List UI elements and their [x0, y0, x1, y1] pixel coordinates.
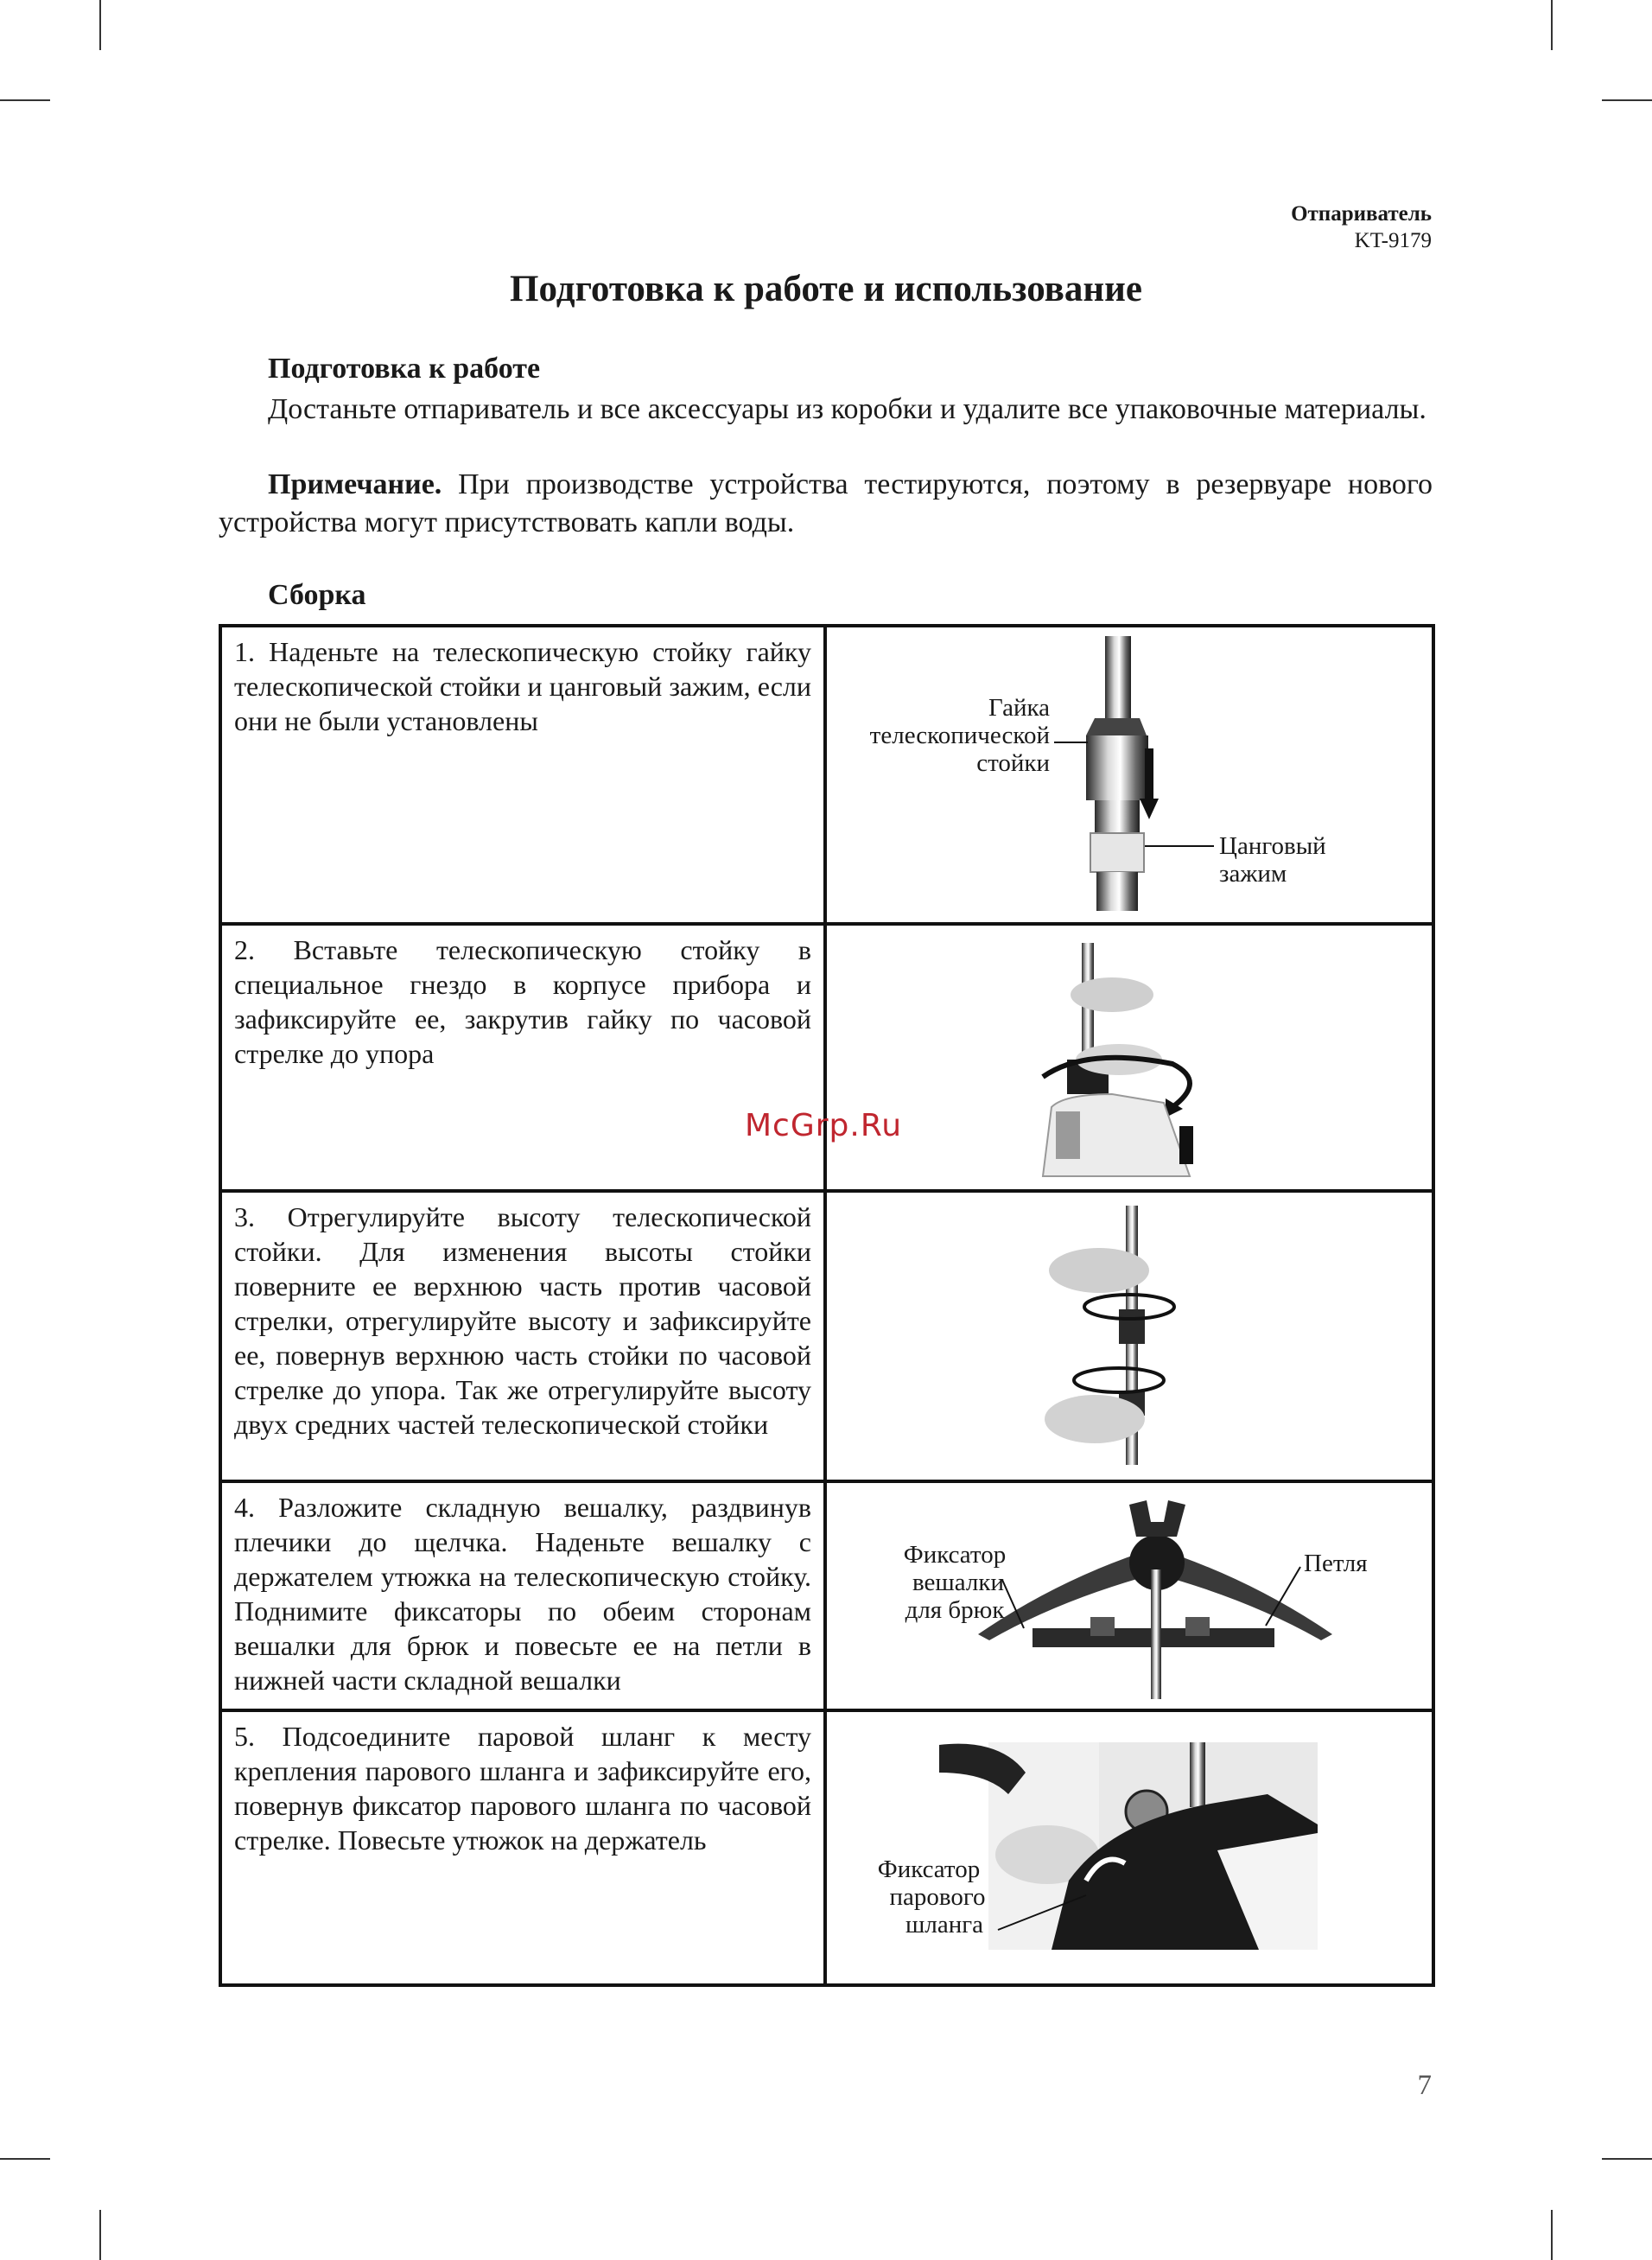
model-number: KT-9179	[1354, 229, 1432, 252]
table-row	[220, 1481, 1433, 1710]
page-number: 7	[1417, 2070, 1432, 2101]
pole	[1190, 1742, 1205, 1807]
label-hose-fixator-line1: Фиксатор	[877, 1856, 981, 1883]
crop-mark	[1602, 2158, 1652, 2160]
note-label: Примечание.	[268, 468, 442, 500]
crop-mark	[0, 2158, 50, 2160]
table-row	[220, 1710, 1433, 1985]
step-1-illustration	[825, 626, 1433, 924]
pole-upper	[1105, 636, 1131, 718]
step-2-illustration	[825, 924, 1433, 1191]
crop-mark	[1602, 99, 1652, 101]
adjust-height-illustration	[827, 1193, 1432, 1476]
trouser-clip	[1185, 1617, 1210, 1636]
collet-clamp	[1090, 833, 1144, 872]
label-fixator-line3: для брюк	[905, 1596, 1005, 1624]
nut-top	[1086, 718, 1147, 735]
running-header	[1291, 201, 1432, 254]
table-row	[220, 626, 1433, 924]
label-nut-line3: стойки	[976, 749, 1050, 777]
telescopic-nut	[1086, 735, 1148, 800]
preparation-text: Достаньте отпариватель и все аксессуары из коробки и удалите все упаковочные материалы.	[268, 393, 1426, 425]
steamer-panel	[1056, 1111, 1080, 1159]
step-5-illustration	[825, 1710, 1433, 1985]
hand-upper	[1071, 977, 1153, 1012]
assembly-steps-table	[219, 624, 1435, 1987]
table-row	[220, 1191, 1433, 1481]
arrow-down-icon	[1140, 799, 1159, 819]
label-fixator-line2: вешалки	[912, 1569, 1004, 1596]
pole-middle	[1095, 800, 1140, 833]
hand-upper	[1049, 1248, 1149, 1293]
label-fixator-line1: Фиксатор	[903, 1541, 1007, 1569]
pole-joint	[1119, 1309, 1145, 1344]
crop-mark	[1551, 2210, 1553, 2260]
crop-mark	[99, 2210, 101, 2260]
hand-lower	[1045, 1395, 1145, 1443]
step-5-text: 5. Подсоедините паровой шланг к месту крепления парового шланга и зафиксируйте его, повернув фиксатор парового шланга по часовой стрелке. Повесьте утюжок на держатель	[220, 1710, 825, 1985]
page-title: Подготовка к работе и использование	[510, 269, 1142, 309]
preparation-note	[219, 466, 1433, 542]
crop-mark	[0, 99, 50, 101]
arrow-down-icon	[1145, 748, 1153, 800]
label-nut-line1: Гайка	[988, 694, 1050, 722]
label-hose-fixator-line2: парового	[889, 1883, 986, 1911]
step-2-text: 2. Вставьте телескопическую стойку в специальное гнездо в корпусе прибора и зафиксируйте ее, закрутив гайку по часовой стрелке до упора	[220, 924, 825, 1191]
insert-pole-illustration	[827, 926, 1432, 1186]
assembly-heading: Сборка	[268, 579, 366, 611]
step-3-illustration	[825, 1191, 1433, 1481]
steam-hose-illustration	[827, 1712, 1432, 1980]
preparation-heading: Подготовка к работе	[268, 353, 541, 385]
step-4-text: 4. Разложите складную вешалку, раздвинув плечики до щелчка. Наденьте вешалку с держателем утюжка на телескопическую стойку. Поднимите фиксаторы по обеим сторонам вешалки для брюк и повесьте ее на петли в нижней части складной вешалки	[220, 1481, 825, 1710]
table-row	[220, 924, 1433, 1191]
watermark: McGrp.Ru	[745, 1108, 903, 1143]
label-collet-line2: зажим	[1219, 860, 1287, 888]
label-nut-line2: телескопической	[869, 722, 1050, 749]
note-text: При производстве устройства тестируются, поэтому в резервуаре нового устройства могут присутствовать капли воды.	[219, 468, 1433, 538]
hanger-illustration	[827, 1483, 1432, 1705]
label-collet-line1: Цанговый	[1219, 832, 1326, 860]
pole-lower	[1096, 872, 1138, 911]
pole	[1151, 1569, 1161, 1699]
step-3-text: 3. Отрегулируйте высоту телескопической стойки. Для изменения высоты стойки поверните ее верхнюю часть против часовой стрелки, отрегулируйте высоту и зафиксируйте ее, повернув верхнюю часть стойки по часовой стрелке до упора. Так же отрегулируйте высоту двух средних частей телескопической стойки	[220, 1191, 825, 1481]
product-name: Отпариватель	[1291, 202, 1432, 226]
label-loop: Петля	[1304, 1550, 1368, 1577]
trouser-clip	[1090, 1617, 1115, 1636]
telescopic-nut-illustration	[827, 627, 1432, 919]
rotation-arrow-icon	[1074, 1368, 1164, 1392]
step-1-text: 1. Наденьте на телескопическую стойку гайку телескопической стойки и цанговый зажим, если они не были установлены	[220, 626, 825, 924]
steamer-base	[1179, 1126, 1193, 1164]
crop-mark	[99, 0, 101, 50]
crop-mark	[1551, 0, 1553, 50]
label-hose-fixator-line3: шланга	[905, 1911, 983, 1939]
step-4-illustration	[825, 1481, 1433, 1710]
iron-holder	[1129, 1500, 1185, 1537]
